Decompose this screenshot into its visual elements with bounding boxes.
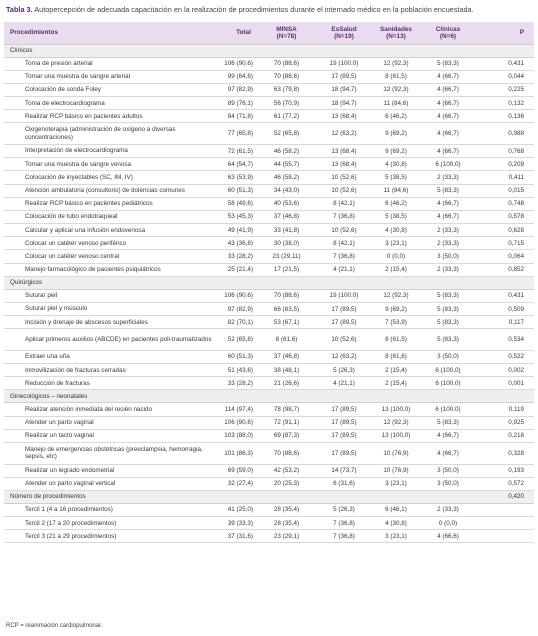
procedures-table [4, 22, 534, 543]
cell-minsa: 46 (58,2) [255, 171, 318, 184]
cell-essalud: 5 (26,3) [318, 364, 370, 377]
cell-sanidades: 6 (46,1) [370, 503, 422, 516]
section-row [4, 276, 534, 289]
cell-minsa: 66 (83,5) [255, 303, 318, 316]
procedure-label: Realizar RCP básico en pacientes pediátricos [4, 197, 212, 210]
section-title: Quirúrgicos [4, 276, 474, 289]
procedure-label: Aplicar primeros auxilios (ABCDE) en pacientes poli-traumatizados [4, 329, 212, 351]
cell-p: 0,117 [474, 316, 534, 329]
cell-p [474, 530, 534, 543]
cell-essalud: 4 (21,1) [318, 377, 370, 390]
cell-p: 0,218 [474, 429, 534, 442]
table-row [4, 303, 534, 316]
cell-sanidades: 2 (15,4) [370, 377, 422, 390]
cell-sanidades: 8 (61,5) [370, 329, 422, 351]
cell-sanidades: 3 (23,1) [370, 530, 422, 543]
cell-p: 0,748 [474, 197, 534, 210]
cell-minsa: 23 (29,1) [255, 530, 318, 543]
cell-essalud: 6 (31,6) [318, 477, 370, 490]
table-row [4, 403, 534, 416]
table-row [4, 316, 534, 329]
table-row [4, 263, 534, 276]
cell-essalud: 13 (68,4) [318, 110, 370, 123]
cell-essalud: 7 (36,8) [318, 517, 370, 530]
cell-p: 0,431 [474, 289, 534, 302]
procedure-label: Tercil 2 (17 a 20 procedimientos) [4, 517, 212, 530]
cell-clinicas: 0 (0,0) [422, 517, 474, 530]
cell-clinicas: 4 (66,7) [422, 429, 474, 442]
cell-minsa: 23 (29,11) [255, 250, 318, 263]
cell-essalud: 19 (100,0) [318, 289, 370, 302]
cell-essalud: 5 (26,3) [318, 503, 370, 516]
cell-essalud: 12 (63,2) [318, 350, 370, 363]
cell-essalud: 17 (89,5) [318, 443, 370, 465]
header-sanidades: Sanidades (N=13) [380, 25, 412, 40]
cell-essalud: 8 (42,1) [318, 197, 370, 210]
cell-p: 0,988 [474, 123, 534, 145]
cell-clinicas: 4 (66,6) [422, 530, 474, 543]
cell-essalud: 14 (73,7) [318, 464, 370, 477]
header-minsa: MINSA (N=78) [276, 25, 297, 40]
cell-sanidades: 4 (30,8) [370, 224, 422, 237]
cell-clinicas: 4 (66,7) [422, 144, 474, 157]
cell-clinicas: 6 (100,0) [422, 158, 474, 171]
cell-clinicas: 6 (100,0) [422, 377, 474, 390]
cell-sanidades: 0 (0,0) [370, 250, 422, 263]
cell-minsa: 40 (53,6) [255, 197, 318, 210]
cell-minsa: 44 (55,7) [255, 158, 318, 171]
table-row [4, 464, 534, 477]
section-p-value [474, 390, 534, 403]
cell-total: 33 (28,2) [212, 250, 255, 263]
cell-essalud: 7 (36,8) [318, 530, 370, 543]
cell-p: 0,925 [474, 416, 534, 429]
cell-total: 32 (27,4) [212, 477, 255, 490]
cell-clinicas: 2 (33,3) [422, 263, 474, 276]
cell-minsa: 37 (46,8) [255, 210, 318, 223]
cell-p: 0,136 [474, 110, 534, 123]
cell-minsa: 28 (35,4) [255, 517, 318, 530]
cell-total: 72 (61,5) [212, 144, 255, 157]
procedure-label: Suturar piel y músculo [4, 303, 212, 316]
table-row [4, 57, 534, 70]
section-row [4, 490, 534, 503]
cell-total: 106 (90,6) [212, 289, 255, 302]
cell-sanidades: 9 (69,2) [370, 303, 422, 316]
cell-minsa: 46 (58,2) [255, 144, 318, 157]
table-row [4, 123, 534, 145]
cell-clinicas: 4 (66,7) [422, 70, 474, 83]
procedure-label: Tomar una muestra de sangre venosa [4, 158, 212, 171]
cell-p: 0,015 [474, 184, 534, 197]
table-caption [6, 5, 534, 14]
table-row [4, 144, 534, 157]
cell-minsa: 70 (88,6) [255, 57, 318, 70]
cell-p: 0,431 [474, 57, 534, 70]
cell-minsa: 72 (91,1) [255, 416, 318, 429]
table-row [4, 503, 534, 516]
cell-total: 89 (76,1) [212, 97, 255, 110]
cell-sanidades: 7 (53,9) [370, 316, 422, 329]
cell-total: 51 (43,6) [212, 364, 255, 377]
section-p-value: 0,420 [474, 490, 534, 503]
cell-total: 52 (65,8) [212, 329, 255, 351]
cell-minsa: 70 (88,6) [255, 443, 318, 465]
cell-sanidades: 5 (38,5) [370, 210, 422, 223]
cell-minsa: 20 (25,3) [255, 477, 318, 490]
cell-p: 0,572 [474, 477, 534, 490]
cell-essalud: 17 (89,5) [318, 303, 370, 316]
table-row [4, 530, 534, 543]
cell-sanidades: 13 (100,0) [370, 403, 422, 416]
procedure-label: Tercil 1 (4 a 16 procedimientos) [4, 503, 212, 516]
header-essalud: EsSalud (N=19) [331, 25, 357, 40]
header-procedimientos: Procedimientos [10, 29, 58, 37]
procedure-label: Colocar un catéter venoso periférico [4, 237, 212, 250]
cell-total: 77 (65,8) [212, 123, 255, 145]
cell-p: 0,001 [474, 377, 534, 390]
table-row [4, 250, 534, 263]
cell-total: 114 (97,4) [212, 403, 255, 416]
cell-clinicas: 5 (83,3) [422, 57, 474, 70]
cell-p: 0,328 [474, 443, 534, 465]
table-row [4, 70, 534, 83]
cell-total: 49 (41,9) [212, 224, 255, 237]
table-row [4, 329, 534, 351]
table-row [4, 237, 534, 250]
cell-p [474, 503, 534, 516]
cell-p [474, 517, 534, 530]
procedure-label: Colocación de tubo endotraqueal [4, 210, 212, 223]
cell-p: 0,002 [474, 364, 534, 377]
table-row [4, 110, 534, 123]
cell-total: 41 (25,0) [212, 503, 255, 516]
cell-essalud: 10 (52,6) [318, 171, 370, 184]
cell-p: 0,209 [474, 158, 534, 171]
cell-clinicas: 4 (66,7) [422, 197, 474, 210]
cell-p: 0,715 [474, 237, 534, 250]
procedure-label: Realizar un tacto vaginal [4, 429, 212, 442]
cell-minsa: 70 (88,6) [255, 70, 318, 83]
cell-minsa: 28 (35,4) [255, 503, 318, 516]
cell-p: 0,193 [474, 464, 534, 477]
cell-p: 0,064 [474, 250, 534, 263]
cell-sanidades: 6 (46,2) [370, 197, 422, 210]
cell-essalud: 10 (52,6) [318, 224, 370, 237]
cell-p: 0,768 [474, 144, 534, 157]
cell-clinicas: 5 (83,3) [422, 416, 474, 429]
cell-total: 37 (31,6) [212, 530, 255, 543]
cell-sanidades: 10 (76,9) [370, 464, 422, 477]
cell-clinicas: 5 (83,3) [422, 316, 474, 329]
cell-clinicas: 2 (33,3) [422, 237, 474, 250]
cell-p: 0,044 [474, 70, 534, 83]
procedure-label: Tomar una muestra de sangre arterial [4, 70, 212, 83]
cell-total: 103 (88,0) [212, 429, 255, 442]
cell-minsa: 8 (61,6) [255, 329, 318, 351]
table-row [4, 210, 534, 223]
procedure-label: Realizar RCP básico en pacientes adultos [4, 110, 212, 123]
procedure-label: Calcular y aplicar una infusión endovenosa [4, 224, 212, 237]
procedure-label: Atención ambulatoria (consultorio) de dolencias comunes [4, 184, 212, 197]
table-row [4, 364, 534, 377]
procedure-label: Manejo de emergencias obstétricas (preeclampsia, hemorragia, sepsis, etc) [4, 443, 212, 465]
cell-sanidades: 12 (92,3) [370, 57, 422, 70]
cell-total: 97 (82,9) [212, 303, 255, 316]
cell-p: 0,509 [474, 303, 534, 316]
cell-minsa: 52 (65,8) [255, 123, 318, 145]
cell-minsa: 42 (53,2) [255, 464, 318, 477]
cell-minsa: 17 (21,5) [255, 263, 318, 276]
table-row [4, 158, 534, 171]
caption-text: Autopercepción de adecuada capacitación en la realización de procedimientos durante el internado médico en la población encuestada. [34, 5, 474, 14]
procedure-label: Oxigenoterapia (administración de oxígeno a diversas concentraciones) [4, 123, 212, 145]
cell-sanidades: 11 (84,6) [370, 184, 422, 197]
cell-total: 101 (86,3) [212, 443, 255, 465]
cell-sanidades: 9 (69,2) [370, 144, 422, 157]
cell-total: 43 (36,8) [212, 237, 255, 250]
cell-minsa: 33 (41,8) [255, 224, 318, 237]
cell-essalud: 4 (21,1) [318, 263, 370, 276]
cell-sanidades: 5 (38,5) [370, 171, 422, 184]
header-clinicas: Clínicas (N=6) [435, 25, 461, 40]
cell-total: 63 (53,9) [212, 171, 255, 184]
cell-sanidades: 8 (61,5) [370, 70, 422, 83]
cell-clinicas: 2 (33,3) [422, 503, 474, 516]
section-row [4, 390, 534, 403]
cell-total: 106 (90,6) [212, 416, 255, 429]
table-row [4, 350, 534, 363]
cell-p: 0,225 [474, 83, 534, 96]
cell-essalud: 13 (68,4) [318, 158, 370, 171]
cell-essalud: 17 (89,5) [318, 403, 370, 416]
cell-total: 53 (45,3) [212, 210, 255, 223]
cell-clinicas: 5 (83,3) [422, 289, 474, 302]
cell-essalud: 8 (42,1) [318, 237, 370, 250]
table-row [4, 517, 534, 530]
table-footnote: RCP = reanimación cardiopulmonar. [6, 623, 103, 629]
cell-clinicas: 6 (100,0) [422, 403, 474, 416]
cell-sanidades: 8 (61,6) [370, 350, 422, 363]
procedure-label: Manejo farmacológico de pacientes psiquiátricos [4, 263, 212, 276]
cell-clinicas: 6 (100,0) [422, 364, 474, 377]
section-title: Ginecológicos – neonatales [4, 390, 474, 403]
procedure-label: Interpretación de electrocardiograma [4, 144, 212, 157]
procedure-label: Colocación de sonda Foley [4, 83, 212, 96]
cell-total: 97 (82,9) [212, 83, 255, 96]
cell-total: 39 (33,3) [212, 517, 255, 530]
cell-minsa: 61 (77,2) [255, 110, 318, 123]
table-body [4, 44, 534, 543]
procedure-label: Atender un parto vaginal vertical [4, 477, 212, 490]
cell-total: 106 (90,6) [212, 57, 255, 70]
table-header-row [4, 22, 534, 44]
cell-clinicas: 4 (66,7) [422, 443, 474, 465]
cell-essalud: 18 (94,7) [318, 97, 370, 110]
procedure-label: Reducción de fracturas [4, 377, 212, 390]
cell-sanidades: 12 (92,3) [370, 83, 422, 96]
cell-sanidades: 9 (69,2) [370, 123, 422, 145]
cell-sanidades: 3 (23,1) [370, 237, 422, 250]
section-p-value [474, 44, 534, 57]
procedure-label: Realizar atención inmediata del recién nacido [4, 403, 212, 416]
cell-sanidades: 10 (76,9) [370, 443, 422, 465]
cell-minsa: 69 (87,3) [255, 429, 318, 442]
cell-clinicas: 4 (66,7) [422, 110, 474, 123]
header-p: P [519, 29, 524, 37]
cell-minsa: 70 (88,6) [255, 289, 318, 302]
procedure-label: Incisión y drenaje de abscesos superficiales [4, 316, 212, 329]
section-title: Clínicos [4, 44, 474, 57]
section-row [4, 44, 534, 57]
procedure-label: Suturar piel [4, 289, 212, 302]
cell-sanidades: 2 (15,4) [370, 364, 422, 377]
cell-minsa: 63 (79,8) [255, 83, 318, 96]
cell-essalud: 19 (100,0) [318, 57, 370, 70]
cell-minsa: 78 (98,7) [255, 403, 318, 416]
procedure-label: Extraer una uña [4, 350, 212, 363]
cell-minsa: 30 (38,0) [255, 237, 318, 250]
cell-total: 84 (71,8) [212, 110, 255, 123]
cell-clinicas: 2 (33,3) [422, 171, 474, 184]
cell-sanidades: 4 (30,8) [370, 517, 422, 530]
cell-minsa: 56 (70,9) [255, 97, 318, 110]
cell-clinicas: 5 (83,3) [422, 303, 474, 316]
cell-essalud: 10 (52,6) [318, 184, 370, 197]
header-total: Total [236, 29, 251, 37]
procedure-label: Realizar un legrado endometrial [4, 464, 212, 477]
procedure-label: Colocar un catéter venoso central [4, 250, 212, 263]
cell-total: 58 (49,6) [212, 197, 255, 210]
cell-sanidades: 6 (46,2) [370, 110, 422, 123]
cell-sanidades: 4 (30,8) [370, 158, 422, 171]
cell-sanidades: 2 (15,4) [370, 263, 422, 276]
cell-minsa: 34 (43,0) [255, 184, 318, 197]
cell-p: 0,852 [474, 263, 534, 276]
table-row [4, 224, 534, 237]
procedure-label: Atender un parto vaginal [4, 416, 212, 429]
cell-sanidades: 13 (100,0) [370, 429, 422, 442]
cell-p: 0,534 [474, 329, 534, 351]
cell-clinicas: 5 (83,3) [422, 184, 474, 197]
caption-label: Tabla 3. [6, 5, 33, 14]
cell-sanidades: 12 (92,3) [370, 289, 422, 302]
cell-p: 0,628 [474, 224, 534, 237]
table-row [4, 97, 534, 110]
procedure-label: Toma de electrocardiograma [4, 97, 212, 110]
cell-clinicas: 3 (50,0) [422, 464, 474, 477]
cell-total: 99 (84,6) [212, 70, 255, 83]
cell-essalud: 18 (94,7) [318, 83, 370, 96]
table-row [4, 83, 534, 96]
section-title: Número de procedimientos [4, 490, 474, 503]
cell-total: 64 (54,7) [212, 158, 255, 171]
cell-clinicas: 4 (66,7) [422, 83, 474, 96]
cell-total: 60 (51,3) [212, 350, 255, 363]
cell-minsa: 37 (46,8) [255, 350, 318, 363]
table-row [4, 377, 534, 390]
table-row [4, 289, 534, 302]
cell-p: 0,411 [474, 171, 534, 184]
cell-p: 0,578 [474, 210, 534, 223]
cell-clinicas: 3 (50,0) [422, 477, 474, 490]
cell-clinicas: 4 (66,7) [422, 97, 474, 110]
cell-sanidades: 11 (84,6) [370, 97, 422, 110]
cell-total: 82 (70,1) [212, 316, 255, 329]
table-row [4, 443, 534, 465]
cell-clinicas: 3 (50,0) [422, 350, 474, 363]
cell-clinicas: 5 (83,3) [422, 329, 474, 351]
cell-total: 25 (21,4) [212, 263, 255, 276]
cell-essalud: 7 (36,8) [318, 250, 370, 263]
cell-essalud: 17 (89,5) [318, 316, 370, 329]
cell-p: 0,132 [474, 97, 534, 110]
cell-minsa: 38 (48,1) [255, 364, 318, 377]
cell-total: 69 (59,0) [212, 464, 255, 477]
cell-essalud: 17 (89,5) [318, 429, 370, 442]
cell-minsa: 53 (67,1) [255, 316, 318, 329]
cell-sanidades: 12 (92,3) [370, 416, 422, 429]
cell-clinicas: 4 (66,7) [422, 210, 474, 223]
table-row [4, 477, 534, 490]
procedure-label: Colocación de inyectables (SC, IM, IV) [4, 171, 212, 184]
cell-clinicas: 3 (50,0) [422, 250, 474, 263]
cell-essalud: 13 (68,4) [318, 144, 370, 157]
section-p-value [474, 276, 534, 289]
cell-sanidades: 3 (23,1) [370, 477, 422, 490]
cell-minsa: 21 (26,6) [255, 377, 318, 390]
cell-essalud: 17 (89,5) [318, 416, 370, 429]
cell-essalud: 7 (36,8) [318, 210, 370, 223]
cell-essalud: 12 (63,2) [318, 123, 370, 145]
cell-p: 0,119 [474, 403, 534, 416]
table-row [4, 171, 534, 184]
procedure-label: Inmovilización de fracturas cerradas [4, 364, 212, 377]
table-row [4, 184, 534, 197]
procedure-label: Toma de presión arterial [4, 57, 212, 70]
table-row [4, 429, 534, 442]
cell-total: 60 (51,3) [212, 184, 255, 197]
cell-clinicas: 2 (33,3) [422, 224, 474, 237]
cell-essalud: 17 (89,5) [318, 70, 370, 83]
cell-clinicas: 4 (66,7) [422, 123, 474, 145]
cell-essalud: 10 (52,6) [318, 329, 370, 351]
table-row [4, 197, 534, 210]
procedure-label: Tercil 3 (21 a 29 procedimientos) [4, 530, 212, 543]
table-row [4, 416, 534, 429]
cell-total: 33 (28,2) [212, 377, 255, 390]
cell-p: 0,522 [474, 350, 534, 363]
